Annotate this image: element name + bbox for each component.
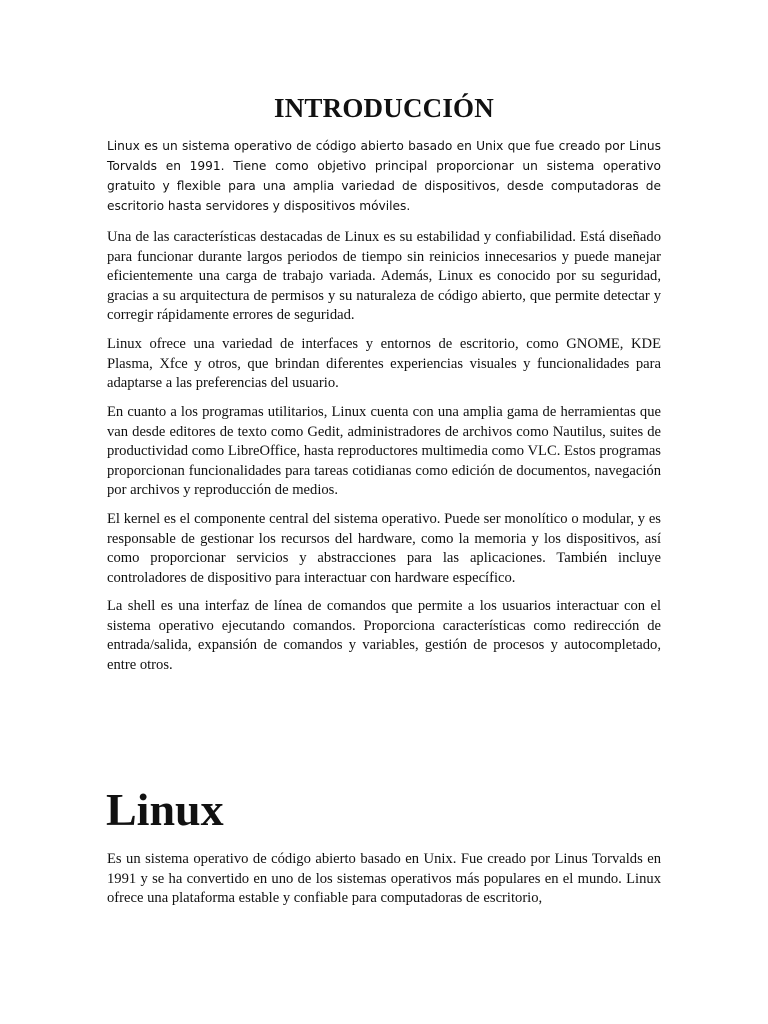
paragraph-utilities: En cuanto a los programas utilitarios, Linux cuenta con una amplia gama de herramientas que van desde editores de texto como Gedit, administradores de archivos como Nautilus, suites de productividad como LibreOffice, hasta reproductores multimedia como VLC. Estos programas proporcionan funcionalidades para tareas cotidianas como edición de documentos, navegación por archivos y reproducción de medios. [107, 404, 661, 498]
page-title: INTRODUCCIÓN [274, 93, 494, 123]
paragraph-kernel: El kernel es el componente central del sistema operativo. Puede ser monolítico o modular, y es responsable de gestionar los recursos del hardware, como la memoria y los dispositivos, así como proporcionar servicios y abstracciones para las aplicaciones. También incluye controladores de dispositivo para interactuar con hardware específico. [107, 511, 661, 586]
section-paragraph: Es un sistema operativo de código abierto basado en Unix. Fue creado por Linus Torvalds en 1991 y se ha convertido en uno de los sistemas operativos más populares en el mundo. Linux ofrece una plataforma estable y confiable para computadoras de escritorio, [107, 851, 661, 906]
paragraph-shell: La shell es una interfaz de línea de comandos que permite a los usuarios interactuar con el sistema operativo ejecutando comandos. Proporciona características como redirección de entrada/salida, expansión de comandos y variables, gestión de procesos y autocompletado, entre otros. [107, 598, 661, 673]
paragraph-features: Una de las características destacadas de Linux es su estabilidad y confiabilidad. Está diseñado para funcionar durante largos periodos de tiempo sin reinicios innecesarios y puede manejar eficientemente una carga de trabajo variada. Además, Linux es conocido por su seguridad, gracias a su arquitectura de permisos y su naturaleza de código abierto, que permite detectar y corregir rápidamente errores de seguridad. [107, 229, 661, 323]
section-heading: Linux [106, 784, 224, 835]
intro-paragraph: Linux es un sistema operativo de código abierto basado en Unix que fue creado por Linus Torvalds en 1991. Tiene como objetivo principal proporcionar un sistema operativo gratuito y flexible para una amplia variedad de dispositivos, desde computadoras de escritorio hasta servidores y dispositivos móviles. [107, 139, 661, 213]
paragraph-desktops: Linux ofrece una variedad de interfaces y entornos de escritorio, como GNOME, KDE Plasma, Xfce y otros, que brindan diferentes experiencias visuales y funcionalidades para adaptarse a las preferencias del usuario. [107, 336, 661, 391]
